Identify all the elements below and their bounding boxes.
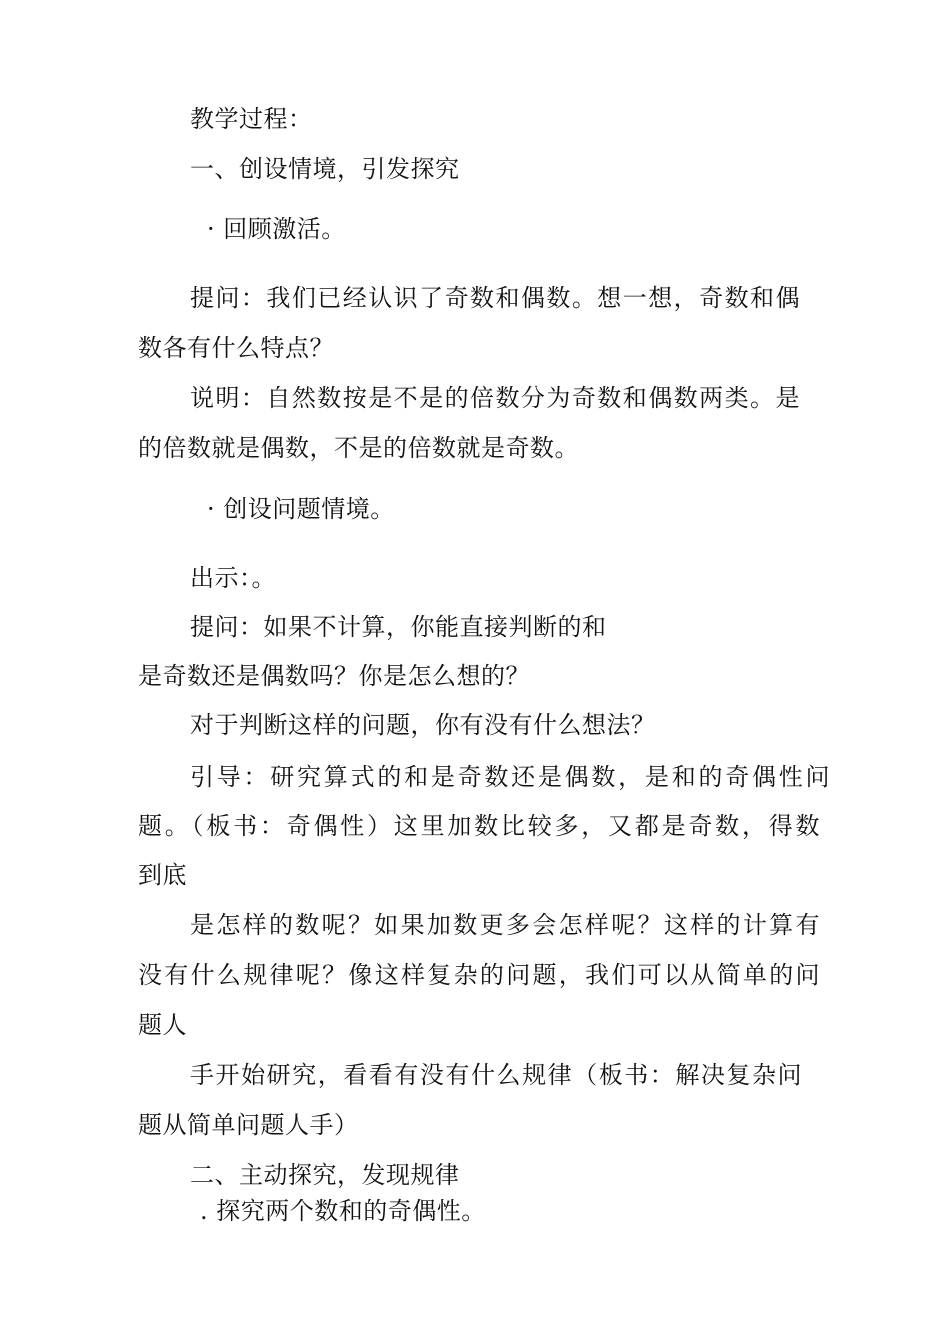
section2-title: 二、主动探究，发现规律 [190, 1161, 460, 1189]
section2-item1: . 探究两个数和的奇偶性。 [200, 1197, 486, 1225]
section1-item1: · 回顾激活。 [207, 215, 346, 243]
guide-line1: 引导：研究算式的和是奇数还是偶数，是和的奇偶性问 [190, 763, 830, 791]
guide-line3: 到底 [138, 861, 187, 889]
continue2-line1: 手开始研究，看看有没有什么规律（板书：解决复杂问 [190, 1061, 802, 1089]
guide-line2: 题。（板书：奇偶性）这里加数比较多，又都是奇数，得数 [138, 812, 820, 840]
question2-line1: 提问：如果不计算，你能直接判断的和 [190, 613, 607, 641]
section1-item2: · 创设问题情境。 [207, 495, 395, 523]
section1-title: 一、创设情境，引发探究 [190, 155, 460, 183]
explanation-line2: 的倍数就是偶数，不是的倍数就是奇数。 [138, 434, 579, 462]
continue1-line3: 题人 [138, 1011, 187, 1039]
think-line: 对于判断这样的问题，你有没有什么想法？ [190, 711, 656, 739]
show-line: 出示：。 [190, 564, 276, 592]
question2-line2: 是奇数还是偶数吗？你是怎么想的？ [138, 662, 530, 690]
continue2-line2: 题从简单问题人手） [138, 1111, 359, 1139]
question1-line2: 数各有什么特点？ [138, 334, 334, 362]
continue1-line1: 是怎样的数呢？如果加数更多会怎样呢？这样的计算有 [190, 911, 820, 939]
explanation-line1: 说明：自然数按是不是的倍数分为奇数和偶数两类。是 [190, 384, 800, 412]
heading: 教学过程： [190, 105, 313, 133]
question1-line1: 提问：我们已经认识了奇数和偶数。想一想，奇数和偶 [190, 284, 800, 312]
continue1-line2: 没有什么规律呢？像这样复杂的问题，我们可以从简单的问 [138, 961, 820, 989]
